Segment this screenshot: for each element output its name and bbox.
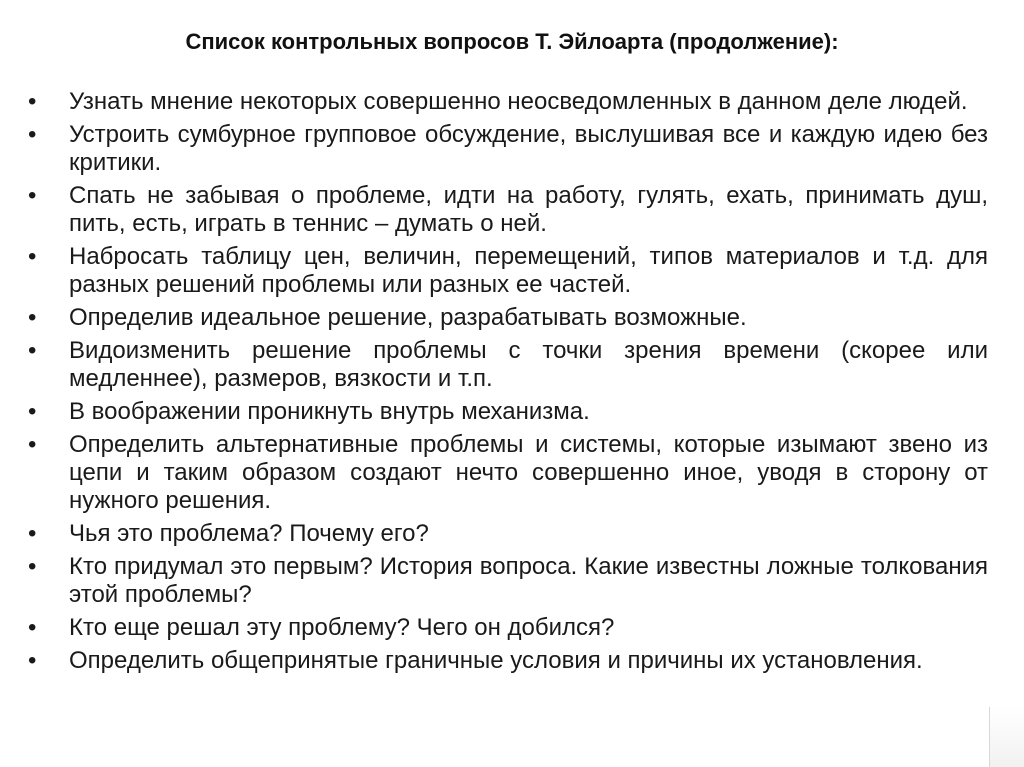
list-item bbox=[28, 431, 988, 515]
list-item-text: Устроить сумбурное групповое обсуждение, выслушивая все и каждую идею без критики. bbox=[69, 121, 988, 176]
list-item bbox=[28, 304, 988, 332]
list-item-text: Чья это проблема? Почему его? bbox=[69, 520, 429, 547]
bullet-icon: • bbox=[28, 614, 37, 641]
bullet-icon: • bbox=[28, 553, 37, 580]
list-item-text: Кто придумал это первым? История вопроса. Какие известны ложные толкования этой проблемы? bbox=[69, 553, 988, 608]
list-item bbox=[28, 614, 988, 642]
bullet-icon: • bbox=[28, 431, 37, 458]
bullet-icon: • bbox=[28, 398, 37, 425]
bullet-icon: • bbox=[28, 121, 37, 148]
list-item bbox=[28, 88, 988, 116]
bullet-icon: • bbox=[28, 337, 37, 364]
list-item-text: Набросать таблицу цен, величин, перемещений, типов материалов и т.д. для разных решений проблемы или разных ее частей. bbox=[69, 243, 988, 298]
bullet-icon: • bbox=[28, 647, 37, 674]
bullet-icon: • bbox=[28, 182, 37, 209]
list-item bbox=[28, 398, 988, 426]
list-item bbox=[28, 337, 988, 393]
list-item-text: Определить альтернативные проблемы и системы, которые изымают звено из цепи и таким образом создают нечто совершенно иное, уводя в сторону от нужного решения. bbox=[69, 431, 988, 514]
list-item bbox=[28, 243, 988, 299]
list-item bbox=[28, 553, 988, 609]
slide-title: Список контрольных вопросов Т. Эйлоарта (продолжение): bbox=[185, 29, 839, 54]
list-item bbox=[28, 182, 988, 238]
bullet-icon: • bbox=[28, 304, 37, 331]
list-item-text: Определив идеальное решение, разрабатывать возможные. bbox=[69, 304, 747, 331]
list-item-text: Видоизменить решение проблемы с точки зрения времени (скорее или медленнее), размеров, вязкости и т.п. bbox=[69, 337, 988, 392]
list-item-text: В воображении проникнуть внутрь механизма. bbox=[69, 398, 590, 425]
checklist bbox=[28, 88, 988, 680]
list-item bbox=[28, 121, 988, 177]
list-item bbox=[28, 520, 988, 548]
list-item bbox=[28, 647, 988, 675]
slide-corner-decoration bbox=[989, 707, 1024, 767]
list-item-text: Узнать мнение некоторых совершенно неосведомленных в данном деле людей. bbox=[69, 88, 968, 115]
bullet-icon: • bbox=[28, 243, 37, 270]
list-item-text: Кто еще решал эту проблему? Чего он добился? bbox=[69, 614, 615, 641]
list-item-text: Спать не забывая о проблеме, идти на работу, гулять, ехать, принимать душ, пить, есть, играть в теннис – думать о ней. bbox=[69, 182, 988, 237]
bullet-icon: • bbox=[28, 88, 37, 115]
list-item-text: Определить общепринятые граничные условия и причины их установления. bbox=[69, 647, 923, 674]
bullet-icon: • bbox=[28, 520, 37, 547]
